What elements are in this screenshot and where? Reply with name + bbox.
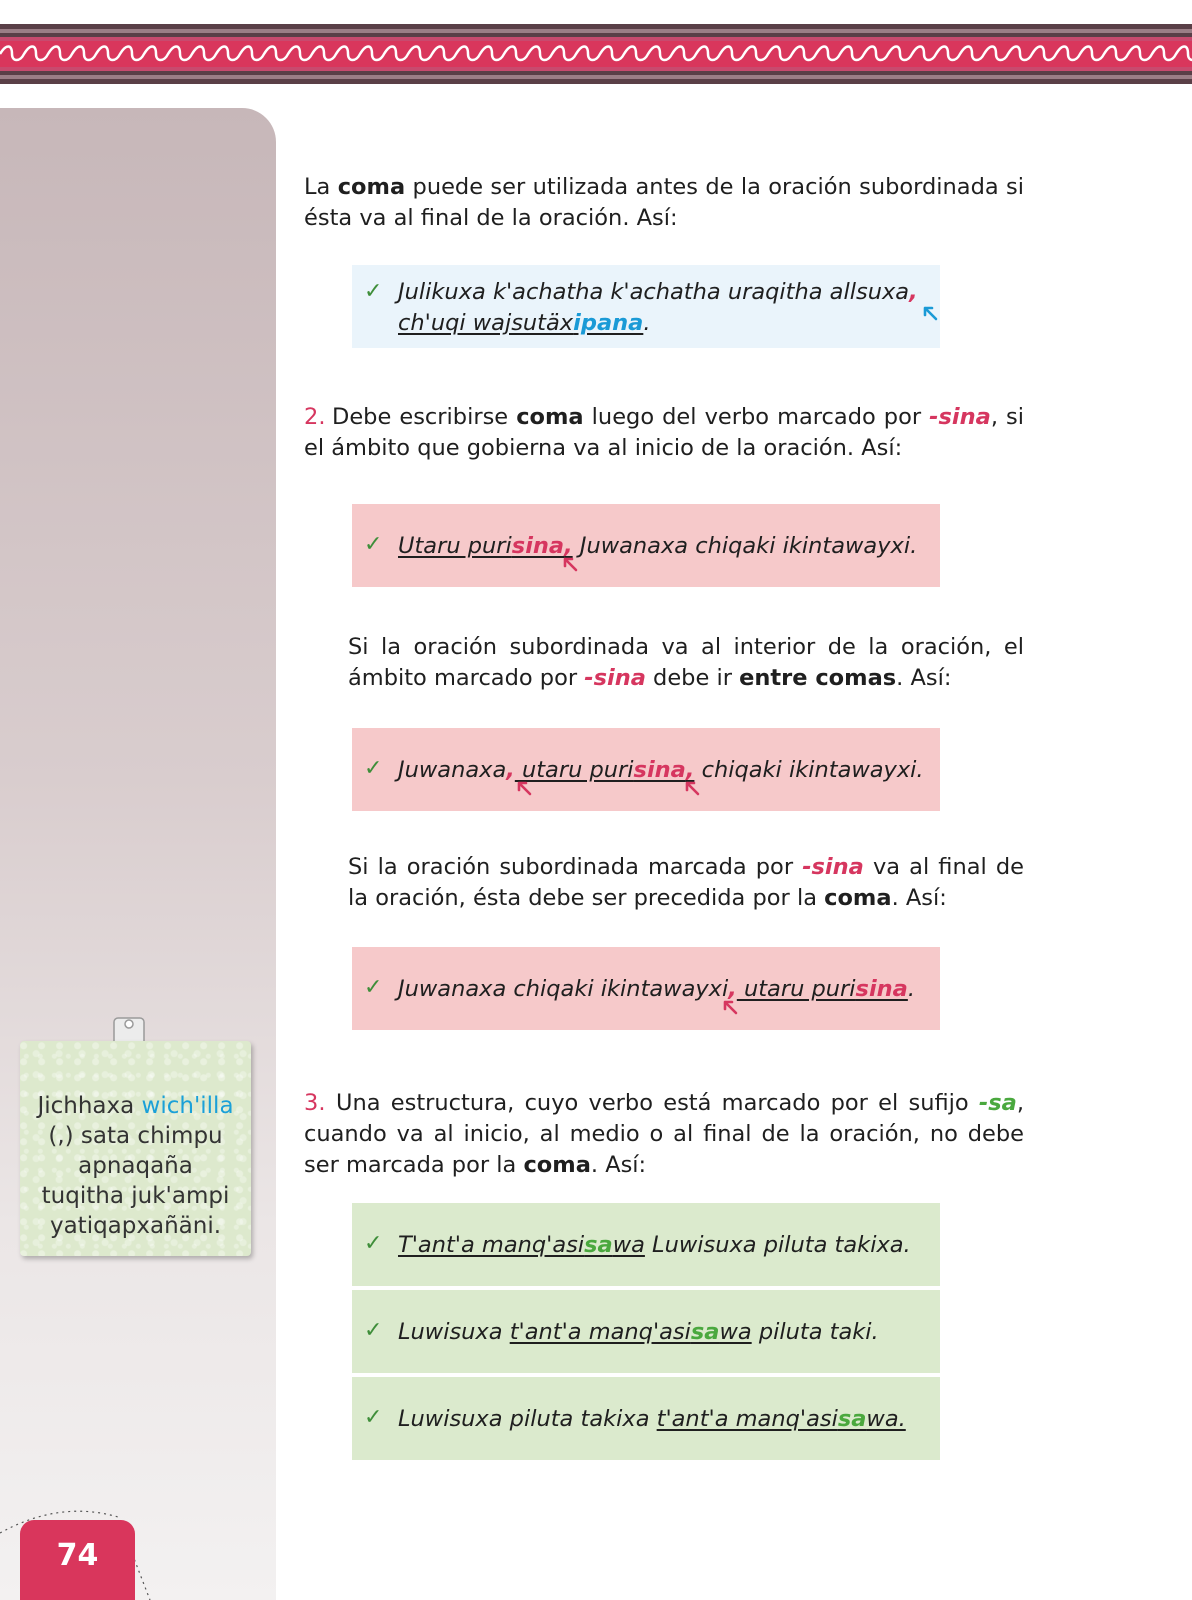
note-line-2: (,) sata chimpu <box>48 1123 223 1149</box>
example-box-4 <box>352 947 940 1030</box>
list-number-3: 3. <box>304 1090 326 1116</box>
example-7-text: Luwisuxa piluta takixa t'ant'a manq'asisawa. <box>398 1406 906 1432</box>
example-box-7 <box>352 1377 940 1460</box>
item-2-paragraph: Debe escribirse coma luego del verbo marcado por -sina, si el ámbito que gobierna va al inicio de la oración. Así: <box>304 404 1024 461</box>
check-icon: ✓ <box>364 1318 383 1343</box>
tip-note <box>20 1041 251 1256</box>
note-line-1: Jichhaxa <box>37 1093 142 1119</box>
list-number-2: 2. <box>304 404 326 430</box>
final-paragraph: Si la oración subordinada marcada por -sina va al final de la oración, ésta debe ser precedida por la coma. Así: <box>348 854 1024 911</box>
note-line-3: apnaqaña <box>78 1153 193 1179</box>
example-3-text: Juwanaxa, utaru purisina, chiqaki ikintawayxi. <box>398 757 924 783</box>
comma-arrow-icon <box>684 780 700 796</box>
example-2-text: Utaru purisina, Juwanaxa chiqaki ikintawayxi. <box>398 533 918 559</box>
comma-arrow-icon <box>722 999 738 1015</box>
example-box-3 <box>352 728 940 811</box>
example-box-2 <box>352 504 940 587</box>
check-icon: ✓ <box>364 756 383 781</box>
comma-arrow-icon <box>562 556 578 572</box>
page-number: 74 <box>56 1538 99 1573</box>
decorative-top-border <box>0 24 1192 84</box>
note-line-5: yatiqapxañäni. <box>49 1213 222 1239</box>
tip-note-text <box>20 1091 251 1241</box>
check-icon: ✓ <box>364 279 383 304</box>
check-icon: ✓ <box>364 975 383 1000</box>
comma-arrow-icon <box>922 305 938 321</box>
comma-arrow-icon <box>516 780 532 796</box>
note-highlight: wich'illa <box>141 1093 234 1119</box>
check-icon: ✓ <box>364 1231 383 1256</box>
example-4-text: Juwanaxa chiqaki ikintawayxi, utaru purisina. <box>398 976 916 1002</box>
example-box-1 <box>352 265 940 348</box>
interior-paragraph: Si la oración subordinada va al interior de la oración, el ámbito marcado por -sina debe ir entre comas. Así: <box>348 634 1024 691</box>
example-1-line-2: ch'uqi wajsutäxipana. <box>398 310 651 336</box>
page-number-tab <box>20 1520 135 1600</box>
example-1-line-1: Julikuxa k'achatha k'achatha uraqitha allsuxa, <box>398 279 918 305</box>
example-box-6 <box>352 1290 940 1373</box>
note-line-4: tuqitha juk'ampi <box>41 1183 230 1209</box>
item-3-paragraph: Una estructura, cuyo verbo está marcado por el sufijo -sa, cuando va al inicio, al medio o al final de la oración, no debe ser marcada por la coma. Así: <box>304 1090 1024 1178</box>
example-box-5 <box>352 1203 940 1286</box>
example-6-text: Luwisuxa t'ant'a manq'asisawa piluta taki. <box>398 1319 879 1345</box>
example-5-text: T'ant'a manq'asisawa Luwisuxa piluta takixa. <box>398 1232 911 1258</box>
intro-paragraph: La coma puede ser utilizada antes de la oración subordinada si ésta va al final de la oración. Así: <box>304 174 1024 231</box>
check-icon: ✓ <box>364 1405 383 1430</box>
check-icon: ✓ <box>364 532 383 557</box>
sidebar-panel <box>0 108 276 1600</box>
